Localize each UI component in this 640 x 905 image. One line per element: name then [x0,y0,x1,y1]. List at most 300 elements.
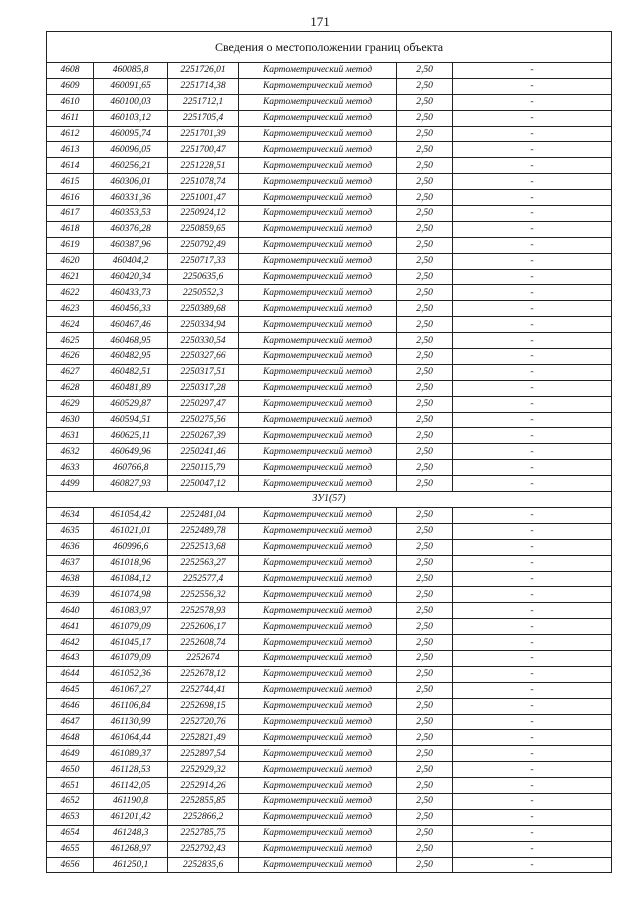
y-coordinate-cell: 2251700,47 [168,142,239,158]
x-coordinate-cell: 460827,93 [94,476,168,492]
x-coordinate-cell: 460456,33 [94,301,168,317]
point-number-cell: 4626 [47,349,94,365]
description-cell: - [453,650,612,666]
accuracy-cell: 2,50 [397,110,453,126]
y-coordinate-cell: 2250717,33 [168,253,239,269]
method-cell: Картометрический метод [239,364,397,380]
table-row [47,460,612,476]
table-row [47,158,612,174]
method-cell: Картометрический метод [239,301,397,317]
accuracy-cell: 2,50 [397,571,453,587]
accuracy-cell: 2,50 [397,317,453,333]
y-coordinate-cell: 2250859,65 [168,221,239,237]
table-row [47,253,612,269]
description-cell: - [453,364,612,380]
x-coordinate-cell: 461074,98 [94,587,168,603]
accuracy-cell: 2,50 [397,364,453,380]
table-row [47,142,612,158]
y-coordinate-cell: 2251228,51 [168,158,239,174]
point-number-cell: 4650 [47,762,94,778]
table-row [47,746,612,762]
y-coordinate-cell: 2251705,4 [168,110,239,126]
point-number-cell: 4624 [47,317,94,333]
accuracy-cell: 2,50 [397,778,453,794]
x-coordinate-cell: 461018,96 [94,555,168,571]
table-row [47,206,612,222]
table-row [47,269,612,285]
x-coordinate-cell: 461106,84 [94,698,168,714]
y-coordinate-cell: 2252577,4 [168,571,239,587]
method-cell: Картометрический метод [239,460,397,476]
description-cell: - [453,523,612,539]
point-number-cell: 4611 [47,110,94,126]
description-cell: - [453,206,612,222]
accuracy-cell: 2,50 [397,746,453,762]
y-coordinate-cell: 2250552,3 [168,285,239,301]
x-coordinate-cell: 460404,2 [94,253,168,269]
accuracy-cell: 2,50 [397,237,453,253]
point-number-cell: 4623 [47,301,94,317]
accuracy-cell: 2,50 [397,619,453,635]
description-cell: - [453,809,612,825]
method-cell: Картометрический метод [239,190,397,206]
method-cell: Картометрический метод [239,349,397,365]
table-row [47,333,612,349]
point-number-cell: 4640 [47,603,94,619]
table-row [47,364,612,380]
x-coordinate-cell: 460481,89 [94,380,168,396]
y-coordinate-cell: 2251078,74 [168,174,239,190]
x-coordinate-cell: 460467,46 [94,317,168,333]
method-cell: Картометрический метод [239,539,397,555]
point-number-cell: 4622 [47,285,94,301]
table-row [47,666,612,682]
point-number-cell: 4649 [47,746,94,762]
accuracy-cell: 2,50 [397,333,453,349]
y-coordinate-cell: 2252678,12 [168,666,239,682]
method-cell: Картометрический метод [239,698,397,714]
y-coordinate-cell: 2251726,01 [168,63,239,79]
accuracy-cell: 2,50 [397,476,453,492]
y-coordinate-cell: 2252866,2 [168,809,239,825]
point-number-cell: 4636 [47,539,94,555]
table-row [47,619,612,635]
point-number-cell: 4637 [47,555,94,571]
description-cell: - [453,539,612,555]
point-number-cell: 4628 [47,380,94,396]
table-title-row [47,32,612,63]
y-coordinate-cell: 2252606,17 [168,619,239,635]
method-cell: Картометрический метод [239,666,397,682]
accuracy-cell: 2,50 [397,444,453,460]
y-coordinate-cell: 2250792,49 [168,237,239,253]
table-row [47,730,612,746]
x-coordinate-cell: 461079,09 [94,619,168,635]
table-row [47,412,612,428]
point-number-cell: 4638 [47,571,94,587]
y-coordinate-cell: 2252578,93 [168,603,239,619]
description-cell: - [453,174,612,190]
y-coordinate-cell: 2252785,75 [168,825,239,841]
point-number-cell: 4632 [47,444,94,460]
accuracy-cell: 2,50 [397,94,453,110]
y-coordinate-cell: 2250275,56 [168,412,239,428]
method-cell: Картометрический метод [239,206,397,222]
y-coordinate-cell: 2252698,15 [168,698,239,714]
description-cell: - [453,730,612,746]
description-cell: - [453,793,612,809]
y-coordinate-cell: 2252914,26 [168,778,239,794]
method-cell: Картометрический метод [239,269,397,285]
method-cell: Картометрический метод [239,746,397,762]
accuracy-cell: 2,50 [397,666,453,682]
table-row [47,190,612,206]
accuracy-cell: 2,50 [397,206,453,222]
method-cell: Картометрический метод [239,714,397,730]
method-cell: Картометрический метод [239,825,397,841]
accuracy-cell: 2,50 [397,221,453,237]
accuracy-cell: 2,50 [397,762,453,778]
description-cell: - [453,507,612,523]
x-coordinate-cell: 460625,11 [94,428,168,444]
accuracy-cell: 2,50 [397,174,453,190]
accuracy-cell: 2,50 [397,857,453,873]
accuracy-cell: 2,50 [397,349,453,365]
table-row [47,444,612,460]
y-coordinate-cell: 2252744,41 [168,682,239,698]
point-number-cell: 4618 [47,221,94,237]
x-coordinate-cell: 461268,97 [94,841,168,857]
y-coordinate-cell: 2252608,74 [168,635,239,651]
point-number-cell: 4644 [47,666,94,682]
y-coordinate-cell: 2252855,85 [168,793,239,809]
description-cell: - [453,190,612,206]
description-cell: - [453,603,612,619]
method-cell: Картометрический метод [239,285,397,301]
accuracy-cell: 2,50 [397,380,453,396]
y-coordinate-cell: 2250317,28 [168,380,239,396]
x-coordinate-cell: 460420,34 [94,269,168,285]
x-coordinate-cell: 461201,42 [94,809,168,825]
accuracy-cell: 2,50 [397,793,453,809]
accuracy-cell: 2,50 [397,190,453,206]
method-cell: Картометрический метод [239,444,397,460]
method-cell: Картометрический метод [239,778,397,794]
method-cell: Картометрический метод [239,78,397,94]
method-cell: Картометрический метод [239,237,397,253]
description-cell: - [453,158,612,174]
accuracy-cell: 2,50 [397,730,453,746]
description-cell: - [453,412,612,428]
table-row [47,857,612,873]
point-number-cell: 4631 [47,428,94,444]
x-coordinate-cell: 461084,12 [94,571,168,587]
table-row [47,778,612,794]
y-coordinate-cell: 2250330,54 [168,333,239,349]
y-coordinate-cell: 2250334,94 [168,317,239,333]
point-number-cell: 4499 [47,476,94,492]
x-coordinate-cell: 460433,73 [94,285,168,301]
description-cell: - [453,221,612,237]
description-cell: - [453,714,612,730]
description-cell: - [453,317,612,333]
table-row [47,349,612,365]
point-number-cell: 4608 [47,63,94,79]
description-cell: - [453,380,612,396]
accuracy-cell: 2,50 [397,78,453,94]
description-cell: - [453,253,612,269]
point-number-cell: 4653 [47,809,94,825]
method-cell: Картометрический метод [239,650,397,666]
method-cell: Картометрический метод [239,476,397,492]
description-cell: - [453,428,612,444]
method-cell: Картометрический метод [239,682,397,698]
method-cell: Картометрический метод [239,253,397,269]
method-cell: Картометрический метод [239,507,397,523]
boundary-table-body [47,32,612,873]
method-cell: Картометрический метод [239,110,397,126]
method-cell: Картометрический метод [239,142,397,158]
point-number-cell: 4627 [47,364,94,380]
description-cell: - [453,142,612,158]
y-coordinate-cell: 2250267,39 [168,428,239,444]
method-cell: Картометрический метод [239,587,397,603]
point-number-cell: 4630 [47,412,94,428]
method-cell: Картометрический метод [239,126,397,142]
accuracy-cell: 2,50 [397,682,453,698]
description-cell: - [453,587,612,603]
x-coordinate-cell: 461250,1 [94,857,168,873]
table-row [47,762,612,778]
accuracy-cell: 2,50 [397,714,453,730]
description-cell: - [453,396,612,412]
description-cell: - [453,78,612,94]
description-cell: - [453,555,612,571]
x-coordinate-cell: 460096,05 [94,142,168,158]
description-cell: - [453,333,612,349]
x-coordinate-cell: 461128,53 [94,762,168,778]
point-number-cell: 4610 [47,94,94,110]
description-cell: - [453,841,612,857]
table-row [47,698,612,714]
accuracy-cell: 2,50 [397,412,453,428]
point-number-cell: 4619 [47,237,94,253]
point-number-cell: 4647 [47,714,94,730]
table-row [47,825,612,841]
y-coordinate-cell: 2252556,32 [168,587,239,603]
table-row [47,476,612,492]
x-coordinate-cell: 460482,51 [94,364,168,380]
x-coordinate-cell: 460766,8 [94,460,168,476]
accuracy-cell: 2,50 [397,507,453,523]
x-coordinate-cell: 461083,97 [94,603,168,619]
point-number-cell: 4654 [47,825,94,841]
point-number-cell: 4655 [47,841,94,857]
description-cell: - [453,444,612,460]
description-cell: - [453,746,612,762]
y-coordinate-cell: 2250047,12 [168,476,239,492]
table-row [47,221,612,237]
point-number-cell: 4648 [47,730,94,746]
point-number-cell: 4609 [47,78,94,94]
method-cell: Картометрический метод [239,730,397,746]
table-row [47,507,612,523]
x-coordinate-cell: 460103,12 [94,110,168,126]
description-cell: - [453,94,612,110]
y-coordinate-cell: 2250297,47 [168,396,239,412]
y-coordinate-cell: 2251001,47 [168,190,239,206]
method-cell: Картометрический метод [239,380,397,396]
accuracy-cell: 2,50 [397,809,453,825]
x-coordinate-cell: 461045,17 [94,635,168,651]
y-coordinate-cell: 2250635,6 [168,269,239,285]
y-coordinate-cell: 2251712,1 [168,94,239,110]
table-row [47,237,612,253]
table-row [47,523,612,539]
description-cell: - [453,635,612,651]
y-coordinate-cell: 2250924,12 [168,206,239,222]
accuracy-cell: 2,50 [397,587,453,603]
method-cell: Картометрический метод [239,396,397,412]
point-number-cell: 4612 [47,126,94,142]
y-coordinate-cell: 2252792,43 [168,841,239,857]
table-row [47,428,612,444]
method-cell: Картометрический метод [239,571,397,587]
point-number-cell: 4643 [47,650,94,666]
x-coordinate-cell: 460387,96 [94,237,168,253]
x-coordinate-cell: 460256,21 [94,158,168,174]
y-coordinate-cell: 2252674 [168,650,239,666]
point-number-cell: 4613 [47,142,94,158]
table-row [47,635,612,651]
x-coordinate-cell: 461067,27 [94,682,168,698]
point-number-cell: 4615 [47,174,94,190]
accuracy-cell: 2,50 [397,63,453,79]
point-number-cell: 4651 [47,778,94,794]
table-row [47,682,612,698]
description-cell: - [453,698,612,714]
y-coordinate-cell: 2250317,51 [168,364,239,380]
point-number-cell: 4645 [47,682,94,698]
description-cell: - [453,857,612,873]
accuracy-cell: 2,50 [397,428,453,444]
point-number-cell: 4646 [47,698,94,714]
table-row [47,793,612,809]
method-cell: Картометрический метод [239,158,397,174]
table-row [47,78,612,94]
method-cell: Картометрический метод [239,603,397,619]
description-cell: - [453,825,612,841]
method-cell: Картометрический метод [239,619,397,635]
x-coordinate-cell: 460468,95 [94,333,168,349]
description-cell: - [453,460,612,476]
x-coordinate-cell: 461248,3 [94,825,168,841]
x-coordinate-cell: 461130,99 [94,714,168,730]
y-coordinate-cell: 2252821,49 [168,730,239,746]
table-title: Сведения о местоположении границ объекта [47,32,612,63]
description-cell: - [453,682,612,698]
method-cell: Картометрический метод [239,809,397,825]
point-number-cell: 4629 [47,396,94,412]
x-coordinate-cell: 460482,95 [94,349,168,365]
x-coordinate-cell: 461190,8 [94,793,168,809]
y-coordinate-cell: 2252897,54 [168,746,239,762]
x-coordinate-cell: 460376,28 [94,221,168,237]
x-coordinate-cell: 460353,53 [94,206,168,222]
point-number-cell: 4656 [47,857,94,873]
point-number-cell: 4614 [47,158,94,174]
accuracy-cell: 2,50 [397,603,453,619]
table-row [47,380,612,396]
y-coordinate-cell: 2252481,04 [168,507,239,523]
point-number-cell: 4621 [47,269,94,285]
point-number-cell: 4620 [47,253,94,269]
description-cell: - [453,63,612,79]
x-coordinate-cell: 461079,09 [94,650,168,666]
table-row [47,650,612,666]
description-cell: - [453,619,612,635]
table-row [47,841,612,857]
description-cell: - [453,571,612,587]
description-cell: - [453,126,612,142]
description-cell: - [453,762,612,778]
x-coordinate-cell: 461021,01 [94,523,168,539]
accuracy-cell: 2,50 [397,269,453,285]
table-row [47,555,612,571]
table-row [47,63,612,79]
accuracy-cell: 2,50 [397,635,453,651]
accuracy-cell: 2,50 [397,841,453,857]
x-coordinate-cell: 461089,37 [94,746,168,762]
accuracy-cell: 2,50 [397,253,453,269]
table-row [47,539,612,555]
y-coordinate-cell: 2252513,68 [168,539,239,555]
x-coordinate-cell: 460100,03 [94,94,168,110]
accuracy-cell: 2,50 [397,650,453,666]
table-row [47,317,612,333]
table-row [47,174,612,190]
y-coordinate-cell: 2252720,76 [168,714,239,730]
method-cell: Картометрический метод [239,317,397,333]
accuracy-cell: 2,50 [397,301,453,317]
page-number: 171 [310,14,330,29]
point-number-cell: 4641 [47,619,94,635]
description-cell: - [453,349,612,365]
method-cell: Картометрический метод [239,555,397,571]
table-row [47,396,612,412]
table-row [47,587,612,603]
table-row [47,301,612,317]
description-cell: - [453,476,612,492]
y-coordinate-cell: 2250115,79 [168,460,239,476]
method-cell: Картометрический метод [239,635,397,651]
accuracy-cell: 2,50 [397,285,453,301]
accuracy-cell: 2,50 [397,555,453,571]
x-coordinate-cell: 460529,87 [94,396,168,412]
method-cell: Картометрический метод [239,857,397,873]
x-coordinate-cell: 460095,74 [94,126,168,142]
x-coordinate-cell: 461064,44 [94,730,168,746]
method-cell: Картометрический метод [239,221,397,237]
y-coordinate-cell: 2252835,6 [168,857,239,873]
x-coordinate-cell: 460091,65 [94,78,168,94]
method-cell: Картометрический метод [239,428,397,444]
method-cell: Картометрический метод [239,174,397,190]
accuracy-cell: 2,50 [397,158,453,174]
point-number-cell: 4625 [47,333,94,349]
accuracy-cell: 2,50 [397,142,453,158]
method-cell: Картометрический метод [239,793,397,809]
